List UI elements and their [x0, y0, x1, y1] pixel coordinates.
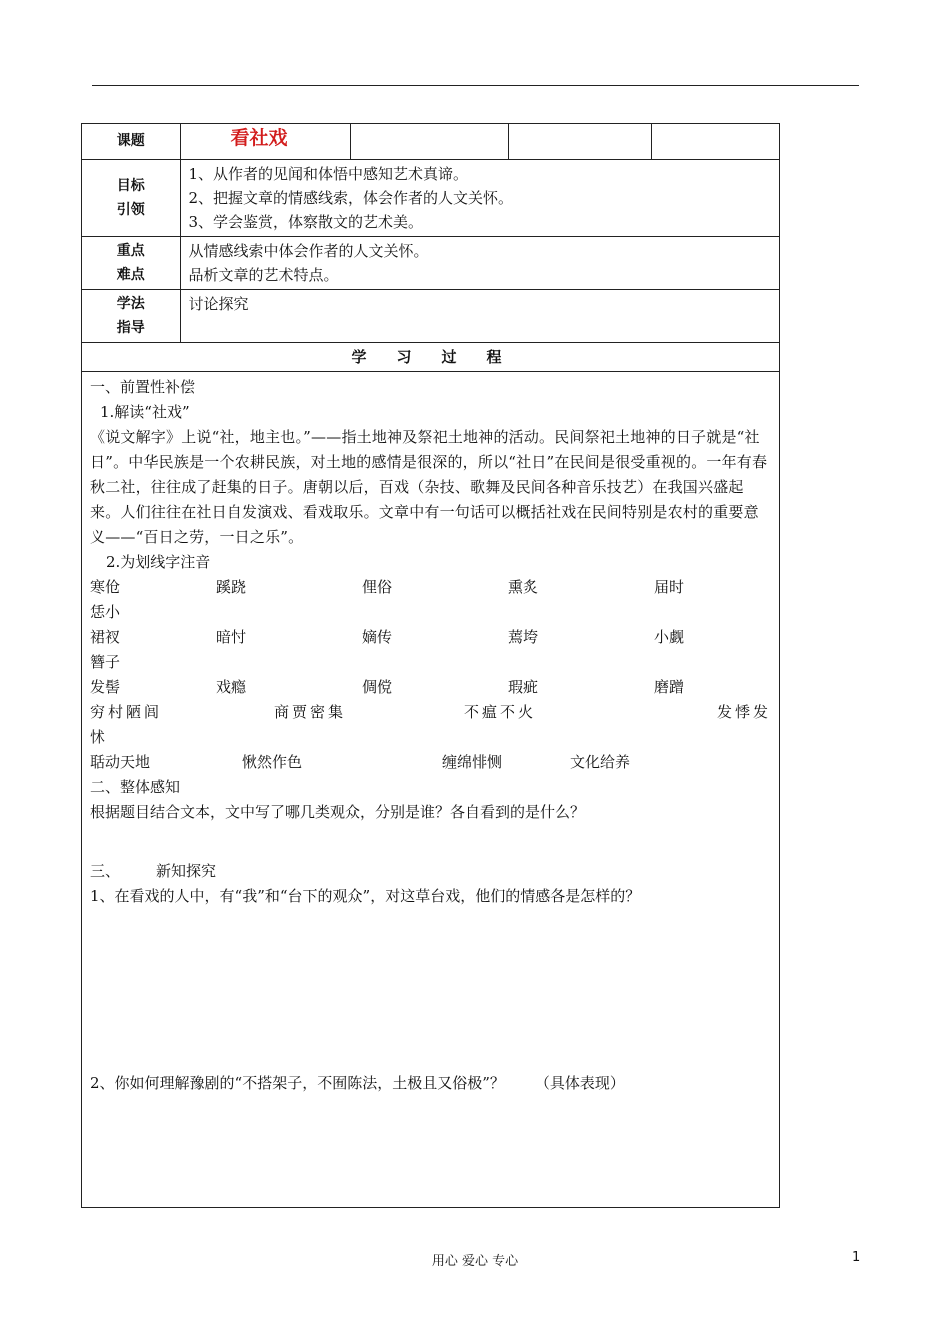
pinyin-row-5 [90, 750, 771, 775]
goal-2: 2、把握文章的情感线索，体会作者的人文关怀。 [188, 188, 514, 207]
section-1-sub-1: 1.解读“社戏” [100, 402, 190, 421]
word-1-1: 寒伧 [90, 577, 121, 596]
lesson-title: 看社戏 [230, 127, 288, 149]
section-3-title [90, 859, 771, 884]
keys-cell [180, 236, 779, 289]
word-4-1: 穷村陋闾 [90, 702, 163, 721]
lesson-info-table [82, 124, 779, 372]
word-3-5: 磨蹭 [654, 677, 685, 696]
method-text: 讨论探究 [180, 289, 779, 342]
section-1-title: 一、前置性补偿 [90, 377, 196, 396]
key-1: 从情感线索中体会作者的人文关怀。 [188, 241, 429, 260]
goal-1: 1、从作者的见闻和体悟中感知艺术真谛。 [188, 164, 469, 183]
question-2-note: （具体表现） [534, 1073, 625, 1092]
word-2-5: 小觑 [654, 627, 685, 646]
word-3-4: 瑕疵 [508, 677, 539, 696]
question-2-line [90, 1071, 771, 1096]
word-4-2: 商贾密集 [274, 702, 347, 721]
word-2-2: 暗忖 [216, 627, 247, 646]
question-2: 2、你如何理解豫剧的“不搭架子，不囿陈法，土极且又俗极”？ [90, 1073, 505, 1092]
blank-cell-3 [651, 124, 779, 159]
answer-space-1 [90, 825, 771, 859]
pinyin-row-1 [90, 575, 771, 600]
section-2-title: 二、整体感知 [90, 777, 181, 796]
pinyin-row-3 [90, 675, 771, 700]
footer-motto: 用心 爱心 专心 [431, 1254, 519, 1269]
pinyin-row-4 [90, 700, 771, 725]
answer-space-2 [90, 909, 771, 1071]
process-heading: 学习过程 [82, 342, 779, 371]
goals-cell [180, 159, 779, 236]
word-3-2: 戏瘾 [216, 677, 247, 696]
word-2-3: 嫡传 [362, 627, 393, 646]
section-1-sub-2: 2.为划线字注音 [106, 552, 211, 571]
section-3-number: 三、 [90, 861, 121, 880]
header-rule [92, 85, 859, 86]
section-3-label: 新知探究 [156, 861, 217, 880]
word-1-5: 届时 [654, 577, 685, 596]
word-3-1: 发髻 [90, 677, 121, 696]
label-goal: 目标 引领 [82, 159, 180, 236]
word-2-1: 裙衩 [90, 627, 121, 646]
word-1-2: 蹊跷 [216, 577, 247, 596]
word-2-4: 蔫垮 [508, 627, 539, 646]
word-1-3: 俚俗 [362, 577, 393, 596]
section-1-paragraph: 《说文解字》上说“社，地主也。”——指土地神及祭祀土地神的活动。民间祭祀土地神的日子就是“社日”。中华民族是一个农耕民族，对土地的感情是很深的，所以“社日”在民间是很受重视的。一年有春秋二社，往往成了赶集的日子。唐朝以后，百戏（杂技、歌舞及民间各种音乐技艺）在我国兴盛起来。人们往往在社日自发演戏、看戏取乐。文章中有一句话可以概括社戏在民间特别是农村的重要意义——“百日之劳，一日之乐”。 [90, 427, 768, 546]
word-4-4: 发悸发 [716, 702, 771, 721]
blank-cell-1 [350, 124, 508, 159]
label-key: 重点 难点 [82, 236, 180, 289]
section-2-question: 根据题目结合文本，文中写了哪几类观众，分别是谁？各自看到的是什么？ [90, 802, 586, 821]
word-4-3: 不瘟不火 [464, 702, 537, 721]
word-1-4: 熏炙 [508, 577, 539, 596]
word-5-2: 愀然作色 [242, 752, 303, 771]
word-1-6: 恁小 [90, 602, 121, 621]
pinyin-row-2 [90, 625, 771, 650]
label-topic: 课题 [82, 124, 180, 159]
key-2: 品析文章的艺术特点。 [188, 265, 339, 284]
word-5-4: 文化给养 [570, 752, 631, 771]
word-2-6: 簪子 [90, 652, 121, 671]
blank-cell-2 [508, 124, 651, 159]
word-4-4-continued: 怵 [90, 727, 106, 746]
label-method: 学法 指导 [82, 289, 180, 342]
goal-3: 3、学会鉴赏，体察散文的艺术美。 [188, 212, 424, 231]
word-5-3: 缠绵悱恻 [442, 752, 503, 771]
page-number: 1 [852, 1250, 861, 1265]
worksheet [81, 123, 780, 1208]
process-body [82, 372, 779, 1099]
word-3-3: 倜傥 [362, 677, 393, 696]
question-1: 1、在看戏的人中，有“我”和“台下的观众”，对这草台戏，他们的情感各是怎样的？ [90, 886, 641, 905]
word-5-1: 聒动天地 [90, 752, 151, 771]
